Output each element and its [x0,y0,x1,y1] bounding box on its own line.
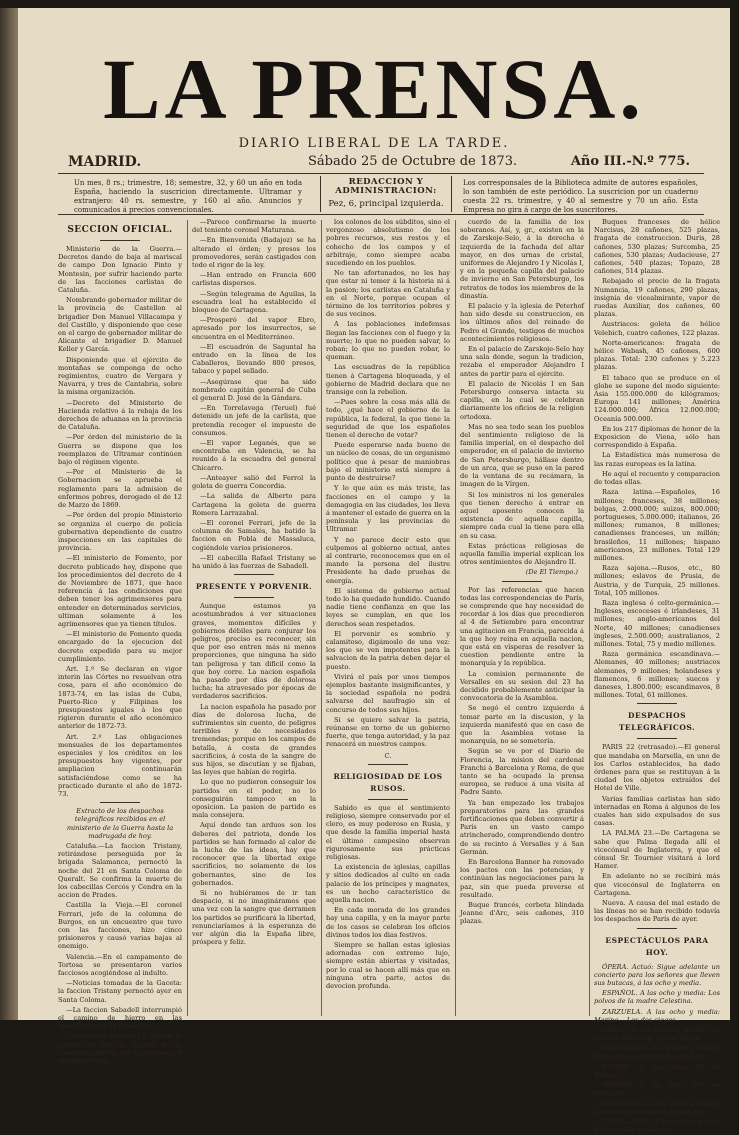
article-paragraph: Si se quiere salvar la patria, reúnanse en torno de un gobierno fuerte, que tenga autoridad, y la paz renacerá en nuestros campos. [326,715,450,749]
spectacle-listing: CIRCO. A las ocho y media: La capa de plata.—El último Ripoll. [594,1026,720,1043]
article-signoff: C. [384,751,392,760]
article-paragraph: —Decreto del Ministerio de Hacienda relativo á la rebaja de los derechos de aduanas en la provincia de Cataluña. [58,398,182,432]
column-2 [192,218,316,1018]
article-paragraph: —Por órden del ministerio de la Guerra se dispone que los reemplazos de Ultramar continúen bajo el régimen vigente. [58,433,182,467]
article-paragraph: La nacion española ha pasado por días de dolorosa lucha, de sufrimientos sin cuento, de peligros terribles y de necesidades tremendas; porque en los campos de batalla, á costa de grandes sacrificios, á costa de la sangre de sus hijos, se discutían y se fijaban, las leyes que habían de regirla. [192,702,316,777]
spectacle-listing: ALHAMBRA. A las ocho y media: La novia y el nonio de Calatrava. [594,1099,720,1116]
article-paragraph: Si los ministros ni los generales que tienen derecho á entrar en aquel aposento conocen la existencia de aquella capilla, siempre cada cual la tiene para ella en su casa. [460,490,584,540]
dateline-city: MADRID. [68,154,142,170]
column-divider [321,220,322,1016]
article-paragraph: —Noticias tomadas de la Gaceta: la faccion Tristany pernoctó ayer en Santa Coloma. [58,979,182,1004]
heading-rule [234,597,274,598]
article-paragraph: Raza latina.—Españoles, 16 millones; franceses, 38 millones; belgas, 2.000.000; suizos, 800.000; portugueses, 5.000.000; italianos, 26 millones; rumanos, 8 millones; canadienses franceses, un millón; brasileños, 11 millones; hispano americanos, 23 millones. Total 129 millones. [594,488,720,562]
religiosidad-heading: RELIGIOSIDAD DE LOS RUSOS. [333,771,443,793]
article-paragraph: Ya han empezado los trabajos preparatorios para las grandes fortificaciones que deben convertir á París en un vasto campo atrincherado, comprendiendo dentro de su recinto á Versalles y á San Germán. [460,798,584,856]
article-paragraph: Varias familias carlistas han sido internadas en Roma á algunos de los cuales han sido expulsados de sus casas. [594,794,720,828]
article-paragraph: Austriacos: goleta de hélice Velebich, cuatro cañones, 122 plazas. [594,320,720,337]
article-paragraph: —El vapor Leganés, que se encontraba en Valencia, se ha reunido á la escuadra del general Chicarro. [192,439,316,472]
section-rule [637,928,677,929]
espectaculos-heading: ESPECTÁCULOS PARA HOY. [605,935,709,957]
dateline-issue: Año III.-N.º 775. [570,154,690,169]
section-rule [502,581,542,582]
article-paragraph: Raza germánica escandinava.—Alemanes, 40 millones; austriacos alemanes, 9 millones; holandeses y flamencos, 6 millones; suecos y daneses, 1.800.000; escandinavos, 8 millones. Total, 61 millones. [594,650,720,700]
article-paragraph: Aquí donde tan arduos son los deberes del patriota, donde los partidos se han formado al calor de la lucha de las ideas, hay que reconocer que la libertad exige sacrificios, no solamente de los gobernantes, sino de los gobernados. [192,821,316,887]
article-paragraph: Cataluña.—La faccion Tristany, retirándose perseguida por la brigada Salamanca, pernoctó la noche del 21 en Santa Coloma de Queralt. Se confirma la muerte de los cabecillas Cercós y Cendra en la accion de Prades. [58,842,182,900]
article-paragraph: Art. 2.º Las obligaciones mensuales de los departamentos especiales y los créditos en los presupuestos hoy vigentes, por ampliacion continuarán satisfaciéndose como se ha practicado durante el año de 1872-73. [58,732,182,798]
article-paragraph: La existencia de iglesias, capillas y sitios dedicados al culto en cada palacio de los príncipes y magnates, es un hecho característico de aquella nacion. [326,863,450,905]
dateline-date: Sábado 25 de Octubre de 1873. [308,154,518,169]
article-paragraph: La comision permanente de Versalles en su sesion del 23 ha decidido probablemente anticipar la convocatoria de la Asamblea. [460,669,584,703]
section-rule [234,574,274,575]
masthead-subtitle: DIARIO LIBERAL DE LA TARDE. [238,136,510,151]
article-paragraph: Y no parece decir esto que culpemos al gobierno actual, antes al contrario, reconocemos que en el mando la persona del ilustre Presidente ha dado pruebas de energía. [326,535,450,585]
column-divider [187,220,188,1016]
article-paragraph: —Parece confirmarse la muerte del teniente coronel Maturana. [192,218,316,235]
article-paragraph: Raza sajona.—Rusos, etc., 80 millones; eslavos de Prusia, de Austria, y de Turquía, 25 millones. Total, 105 millones. [594,564,720,597]
article-paragraph: —Asegúrase que ha sido nombrado capitán general de Cuba el general D. José de la Gándara. [192,377,316,403]
column-divider [455,220,456,1016]
article-paragraph: Rebajado el precio de la fragata Numancia, 19 cañones, 290 plazas, insignia de vicealmirante, vapor de ruedas Auxiliar, dos cañones, 60 plazas. [594,277,720,319]
article-paragraph: —Según telegrama de Aguilas, la escuadra leal ha establecido el bloqueo de Cartagena. [192,289,316,315]
article-paragraph: En Barcelona Banner ha renovado los pactos con las potencias, y continúan las negociaciones para la paz, sin que pueda preverse el resultado. [460,858,584,899]
presente-porvenir-heading: PRESENTE Y PORVENIR. [195,582,313,592]
article-paragraph: Puede esperarse nada bueno de un núcleo de cosas, de un organismo político que á pesar de maniobras bajo el ministerio está siempre á punto de destruirse? [326,441,450,483]
article-paragraph: —Por órden del propio Ministerio se organiza el cuerpo de policía gubernativa dependiente de cuatro inspecciones en las capitales de provincia. [58,511,182,553]
column-divider [589,220,590,1016]
article-paragraph: La Estadística más numerosa de las razas europeas es la latina. [594,451,720,468]
article-paragraph: El porvenir es sombrío y calamitoso, digámoslo de una vez: los que se ven impotentes para la salvacion de la patria deben dejar el puesto. [326,629,450,671]
article-paragraph: —La salida de Alberto para Cartagena la goleta de guerra Romera Larrazabal. [192,492,316,517]
article-paragraph: Buque francés, corbeta blindada Jeanne d'Arc, seis cañones, 310 plazas. [460,901,584,926]
article-paragraph: Sabido es que el sentimiento religioso, siempre conservado por el clero, es muy poderoso en Rusia, y que desde la familia imperial hasta el último campesino observan rigurosamente sus prácticas religiosas. [326,803,450,862]
article-paragraph: —Pues sobre la cosa más allá de todo, ¿qué hace el gobierno de la república, la federal, la que tiene la seguridad de que los españoles tienen el derecho de votar? [326,398,450,440]
article-paragraph: Se negó el centro izquierdo á tomar parte en la discusion, y la izquierda manifestó que en caso de que la Asamblea votase la monarquía, no se sometería. [460,704,584,746]
spectacle-listing: ESLAVA. A las ocho: El tío Baltasar. [594,1062,720,1080]
article-paragraph: En cada morada de los grandes hay una capilla, y en la mayor parte de los casos se celebran los oficios divinos todos los dias festivos. [326,906,450,939]
article-paragraph: —En Torrelavega (Teruel) fué detenido un jefe de la carlista, que pretendía recoger el impuesto de consumos. [192,404,316,437]
correspondents-note: Los corresponsales de la Biblioteca admite de autores españoles, lo son también de este periódico. La suscricion por un cuaderno cuesta 22 rs. trimestre, y 40 al semestre y 70 un año. Esta Empresa no gira á cargo de los suscritores. [463,179,698,214]
heading-rule [637,738,677,739]
article-paragraph: Norte-americanos: fragata de hélice Wabash, 45 cañones, 600 plazas. Total: 230 cañones y 5.223 plazas. [594,338,720,372]
article-paragraph: —El coronel Ferrari, jefe de la columna de Samalés, ha batido la faccion en Pobla de Massaluca, cogiéndole varios prisioneros. [192,518,316,552]
despachos-telegraficos-heading: DESPACHOS TELEGRÁFICOS. [618,711,696,733]
article-paragraph: LA PALMA 23.—De Cartagena se sabe que Palma llegada allí el vicecónsul de Inglaterra, y que el cónsul Sr. Tournier visitará á lord Hamer. [594,829,720,871]
article-paragraph: —Circula en Chervert y Aleixar la noticia de que la faccion de la Gaceta fué batida por la columna del brigadier Pavía. [58,1032,182,1066]
article-paragraph: —El escuadrón de Saguntal ha entrado en la línea de los Caballeros, llevando 800 presos, tabaco y papel sellado. [192,342,316,376]
article-paragraph: He aquí el recuento y comparacion de todas ellas. [594,469,720,487]
article-paragraph: A las poblaciones indefensas llegan las facciones con el fuego y la muerte; lo que no pueden salvar, lo roban; lo que no pueden robar, lo queman. [326,320,450,362]
article-paragraph: El tabaco que se produce en el globe se supone del modo siguiente: Asia 155.000.000 de kilógramos; Europa 141 millones; América 124.000.000; África 12.000.000; Oceanía 500.000. [594,373,720,423]
article-paragraph: —Anteayer salió del Ferrol la goleta de guerra Concordia. [192,473,316,491]
header-rule-top [58,173,704,174]
article-paragraph: En los 217 diplomas de honor de la Exposicion de Viena, sólo han correspondido á España. [594,424,720,450]
masthead-title: LA PRENSA. [103,41,645,137]
section-rule [100,802,140,803]
spectacle-listing: CAPELLANES. A las ocho y media: Espectáculo de verano. [594,1118,720,1135]
article-paragraph: Nombrando gobernador militar de la provincia de Castellon al brigadier Don Manuel Villacampa y del Castillo, y disponiendo que cese en el cargo de gobernador militar de Alicante el brigadier D. Manuel Keller y García. [58,296,182,354]
article-paragraph: —En Bienvenida (Badajoz) se ha alterado el órden; y presos los promovedores, serán castigados con todo el rigor de la ley. [192,236,316,270]
article-paragraph: cuerdo de la familia de los soberanos. Así, y, gr., existen en la de Zarskoje-Selo, á la derecha é izquierda de la fachada del altar mayor, en dos urnas de cristal, uniformes de Alejandro I y Nicolás I, y en la pequeña capilla del palacio de invierno en San Petersburgo, los retratos de todos los miembros de la dinastía. [460,218,584,300]
editorial-office-title: REDACCION Y ADMINISTRACION: [335,177,437,196]
article-paragraph: —Prosperó del vapor Ebro, apresado por los insurrectos, se encuentra en el Mediterráneo. [192,316,316,341]
dateline [58,154,700,172]
spectacle-listing: MARTÍN. A las ocho: Por un descuido. [594,1081,720,1098]
article-source: (De El Tiempo.) [525,568,578,577]
article-paragraph: Nueva. A causa del mal estado de las líneas no se han recibido todavía los despachos de París de ayer. [594,899,720,924]
article-paragraph: —El ministerio de Fomento, por decreto publicado hoy, dispone que los procedimientos del decreto de 4 de Noviembre de 1871, que hace referencia á las condiciones que deben tener los agrimensores para entender en determinados servicios, ultiman solamente á los agrimensores que ya tienen títulos. [58,554,182,628]
section-rule [368,764,408,765]
article-paragraph: Estas prácticas religiosas de aquella familia imperial explican los otros sentimientos de Alejandro II. [460,541,584,567]
article-paragraph: Ministerio de la Guerra.—Decretos dando de baja al mariscal de campo Don Ignacio Pinto y Montesin, por sufrir haciendo parte de las facciones carlistas de Cataluña. [58,245,182,295]
section-rule [637,703,677,704]
article-paragraph: Castilla la Vieja.—El coronel Ferrari, jefe de la columna de Burgos, en un encuentro que tuvo con las facciones, hizo cinco prisioneros y causó varias bajas al enemigo. [58,901,182,951]
editorial-office [320,176,452,212]
spectacle-listing: ÓPERA. Actuó: Sigue adelante un concierto para los señores que lleven sus butacas, á las ocho y media. [594,962,720,988]
article-paragraph: Por las referencias que hacen todas las correspondencias de París, se comprende que hay necesidad de recordar á los días que precedieron al 4 de Setiembre para encontrar una agitacion en Francia, parecida á la que hoy reina en aquella nacion, que está en vísperas de resolver la cuestion pendiente entre la monarquía y la república. [460,585,584,668]
article-paragraph: Mas no sea todo sean los pueblos del sentimiento religioso de la familia imperial, en el despacho del emperador, en el palacio de invierno de San Petersburgo, hállase dentro de un arca, que se puso en la pared de la ventana de su recámara, la imagen de la Vírgen. [460,422,584,489]
header-rule-bottom [58,214,704,215]
heading-rule [100,240,140,241]
column-3 [326,218,450,1018]
article-paragraph: Lo que no pudieron conseguir los partidos en el poder, no lo conseguirán tampoco en la oposicion. La pasion de partido es mala consejera. [192,778,316,820]
subscription-info-bar [58,176,704,212]
article-paragraph: No tan afortunados, no les hay que estar ni temer á la historia ni á la pasion; los carlistas en Cataluña y en el Norte, porque ocupan el término de los territorios pobres y de sus vecinos. [326,269,450,319]
spectacle-listing: ESPAÑOL. A las ocho y media: Los polvos de la madre Celestina. [594,989,720,1006]
article-paragraph: PARIS 22 (retrasado).—El general que mandaba en Marsella, en uno de los Carlos establecidos, ha dado órdenes para que se restituyan á la ciudad los objetos extraídos del Hotel de Ville. [594,743,720,793]
article-paragraph: En adelante no se recibirá más que vicecónsul de Inglaterra en Cartagena. [594,872,720,897]
spectacle-listing: VARIEDADES. A las ocho y media: Haciendo un manual de cómicos. [594,1044,720,1061]
article-paragraph: Aunque estamos ya acostumbrados á ver situaciones graves, momentos difíciles y gobiernos débiles para conjurar los peligros, preciso es reconocer, sin que por eso entren más ni menos proporciones, que ninguna ha sido tan peligrosa y tan dificil como la que hoy corre. La nacion española ha pasado por días de dolorosa lucha; ha atravesado por épocas de verdaderos sacrificios. [192,602,316,701]
column-5 [594,218,720,1135]
article-paragraph: Vivirá el país por unos tiempos ejemplos bastante insignificantes, y la sociedad española no podrá salvarse del naufragio sin el concurso de todos sus hijos. [326,672,450,714]
article-paragraph: Si no hubiéramos de ir tan despacio, si no imagináramos que una vez con la sangre que derramen los partidos se purificará la libertad, renunciaríamos á la esperanza de ver algún dia la España libre, próspera y feliz. [192,889,316,947]
article-paragraph: Disponiendo que el ejército de montañas se componga de ocho regimientos, cuatro de Vergara y Navarra, y tres de Cantabria, sobre la misma organización. [58,355,182,397]
article-paragraph: —La faccion Sabadell interrumpió el camino de hierro en las inmediaciones de Granollers. [58,1005,182,1031]
newspaper-page [18,8,730,1135]
editorial-office-address: Pez, 6, principal izquierda. [328,199,444,209]
article-paragraph: El sistema de gobierno actual todo lo ha quedado hundido. Cuando nadie tiene confianza en que las leyes se cumplan, en que los derechos sean respetados. [326,586,450,628]
seccion-oficial-heading: SECCION OFICIAL. [67,225,173,235]
telegram-extract-heading: Extracto de los despachos telegráficos recibidos en el ministerio de la Guerra hasta la madrugada de hoy. [66,807,174,840]
spectacle-listing: ZARZUELA. A las ocho y media: Marina.—Los dos ciegos. [594,1007,720,1024]
article-paragraph: los colonos de los súbditos, sino el vergonzoso absolutismo de los pobres recursos, sus restos y el cohecho de los campos y el arbitraje, como siempre acaba sucediendo en los pueblos. [326,218,450,268]
article-paragraph: —Por el Ministerio de la Gobernacion se aprueba el reglamento para la admision de enfermos pobres, derogado el de 12 de Marzo de 1869. [58,468,182,510]
article-paragraph: —El ministerio de Fomento queda encargado de la ejecucion del decreto expedido para su mejor cumplimiento. [58,630,182,663]
article-paragraph: Siempre se hallan estas iglesias adornadas con extremo lujo, siempre están abiertas y visitadas, por lo cual se hacen allí más que en ninguna otra parte, actos de devocion profunda. [326,941,450,991]
article-paragraph: —Han entrado en Francia 600 carlistas dispersos. [192,271,316,288]
column-1 [58,218,182,1066]
article-paragraph: Valencia.—En el campamento de Tortosa se presentaron varios facciosos acogiéndose al indulto. [58,952,182,978]
article-paragraph: Art. 1.º Se declaran en vigor interin las Córtes no resuelvan otra cosa, para el año económico de 1873-74, en las islas de Cuba, Puerto-Rico y Filipinas los presupuestos iguales á los que rigieron durante el año económico anterior de 1872-73. [58,664,182,731]
column-4 [460,218,584,1018]
article-paragraph: Las escuadras de la república tienen á Cartagena bloqueada, y el gobierno de Madrid declara que no transige con la rebelion. [326,363,450,397]
article-paragraph: Buques franceses de hélice Narcisus, 28 cañones, 525 plazas, fragata de construccion. Duris, 28 cañones, 530 plazas; Surcomba, 25 cañones, 530 plazas; Audacieuse, 27 cañones, 540 plazas; Topazo, 28 cañones, 514 plazas. [594,218,720,276]
heading-rule [368,799,408,800]
article-paragraph: El palacio de Nicolás I en San Petersburgo conserva intacta su capilla, en la cual se celebran diariamente los oficios de la religion ortodoxa. [460,379,584,421]
book-spine [0,8,18,1020]
article-paragraph: El palacio y la iglesia de Peterhof han sido desde su construccion, en los últimos años del reinado de Pedro el Grande, testigos de muchos acontecimientos religiosos. [460,302,584,343]
article-paragraph: Según se ve por el Diario de Florencia, la mision del cardenal Franchi á Barcelona y Roma, de que tanto se ha ocupado la prensa europea, se reduce á una visita al Padre Santo. [460,747,584,797]
subscription-prices: Un mes, 8 rs.; trimestre, 18; semestre, 32, y 60 un año en toda España, haciendo la suscricion directamente. Ultramar y extranjero: 40 rs. semestre, y 160 al año. Anuncios y comunicados á precios convencionales. [74,179,302,214]
article-paragraph: Raza inglesa ó celto-germánica.—Ingleses, escoceses é irlandeses, 31 millones; anglo-americanos del Norte, 40 millones; canadienses ingleses, 2.500.000; australianos, 2 millones. Total, 75 y medio millones. [594,598,720,648]
article-paragraph: Y lo que aún es más triste, las facciones en el campo y la demagogia en las ciudades, los lleva á mantener el estado de guerra en la península y las provincias de Ultramar. [326,484,450,534]
article-paragraph: —El cabecilla Rafael Tristany se ha unido á las fuerzas de Sabadell. [192,553,316,570]
article-paragraph: En el palacio de Zarskoje-Selo hay una sala donde, segun la tradicion, rezaba el emperador Alejandro I antes de partir para el ejército. [460,345,584,378]
